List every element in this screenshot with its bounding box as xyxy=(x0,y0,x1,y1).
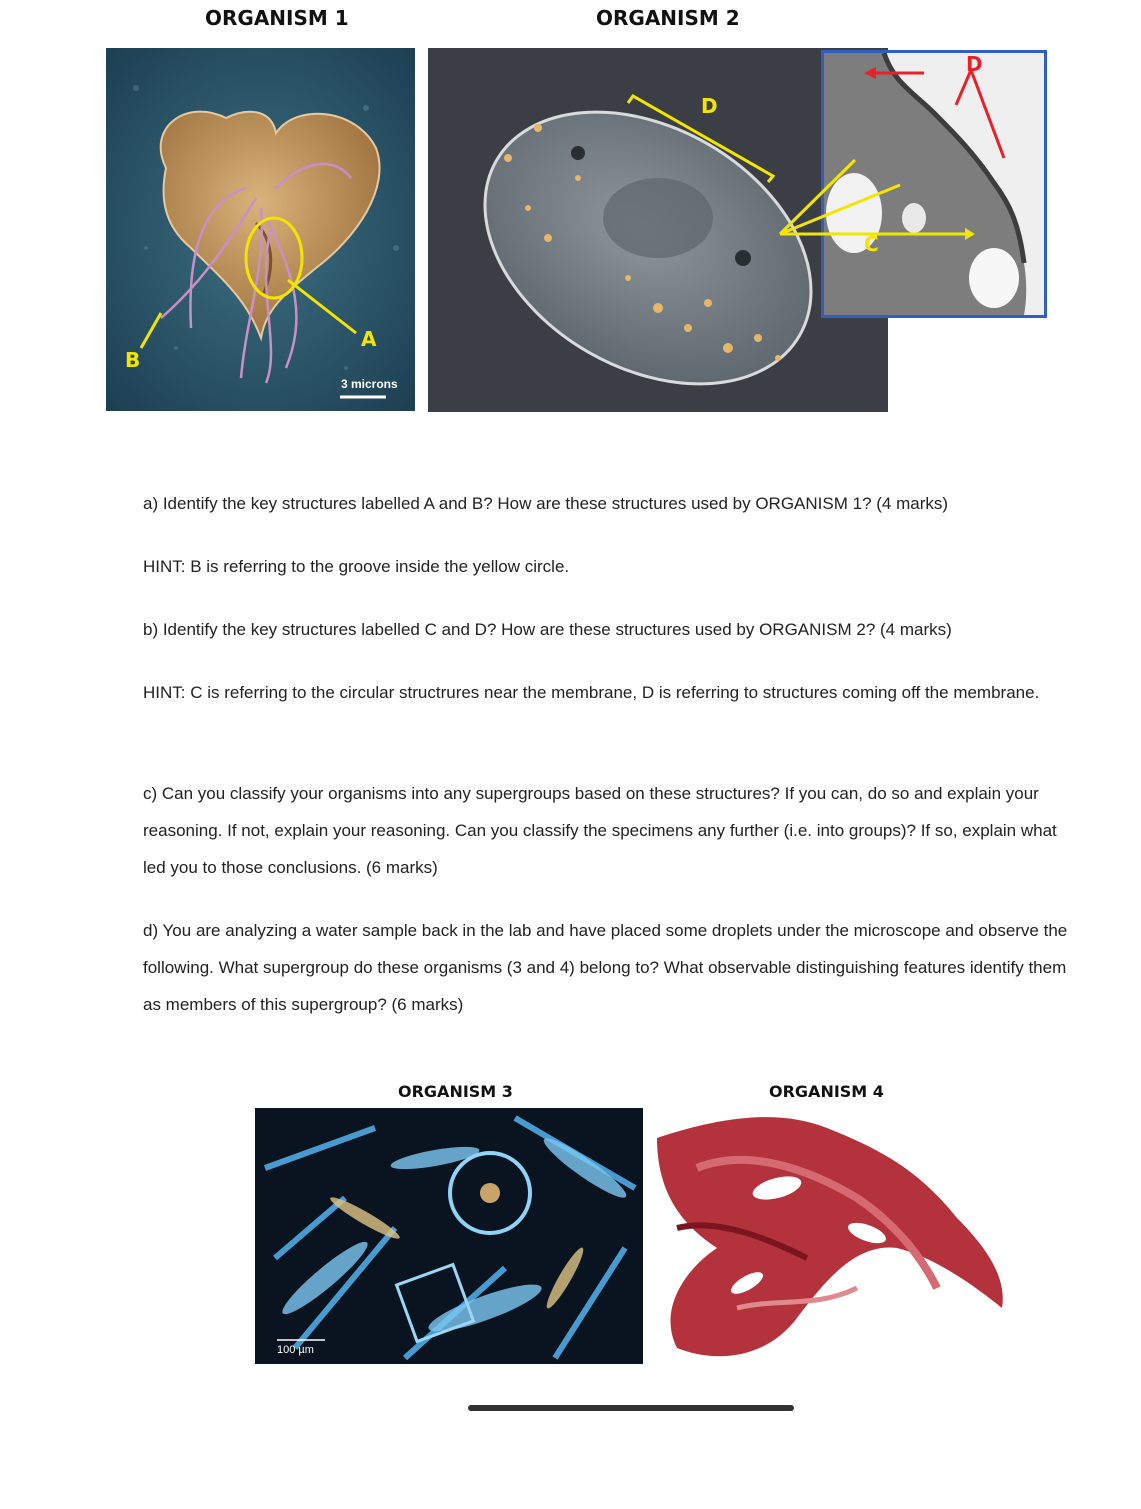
label-c: C xyxy=(864,232,879,256)
organism-1-title: ORGANISM 1 xyxy=(205,6,349,30)
question-c: c) Can you classify your organisms into any supergroups based on these structures? If you can, do so and explain your reasoning. If not, explain your reasoning. Can you classify the specimens any further (i.e. into groups)? If so, explain what led you to those conclusions. (6 marks) xyxy=(143,784,1057,877)
organism-3-scale-label: 100 µm xyxy=(277,1344,314,1356)
organism-3-image xyxy=(255,1108,643,1364)
organism-1-scale-label: 3 microns xyxy=(341,377,398,391)
home-indicator[interactable] xyxy=(468,1405,794,1411)
question-a: a) Identify the key structures labelled A and B? How are these structures used by ORGANISM 1? (4 marks) xyxy=(143,494,949,513)
organism-1-image xyxy=(106,48,415,411)
question-b: b) Identify the key structures labelled C and D? How are these structures used by ORGANISM 2? (4 marks) xyxy=(143,620,952,639)
label-b: B xyxy=(125,348,141,372)
label-d: D xyxy=(701,94,718,118)
organism-4-image xyxy=(657,1108,1009,1364)
question-d: d) You are analyzing a water sample back in the lab and have placed some droplets under the microscope and observe the following. What supergroup do these organisms (3 and 4) belong to? What observable distinguishing features identify them as members of this supergroup? (6 marks) xyxy=(143,921,1068,1014)
hint-a: HINT: B is referring to the groove inside the yellow circle. xyxy=(143,557,570,576)
organism-2-title: ORGANISM 2 xyxy=(596,6,740,30)
label-a: A xyxy=(361,327,377,351)
label-d-inset: D xyxy=(966,52,983,76)
organism-3-title: ORGANISM 3 xyxy=(398,1082,513,1101)
organism-4-title: ORGANISM 4 xyxy=(769,1082,884,1101)
hint-b: HINT: C is referring to the circular structrures near the membrane, D is referring to structures coming off the membrane. xyxy=(143,683,1040,702)
